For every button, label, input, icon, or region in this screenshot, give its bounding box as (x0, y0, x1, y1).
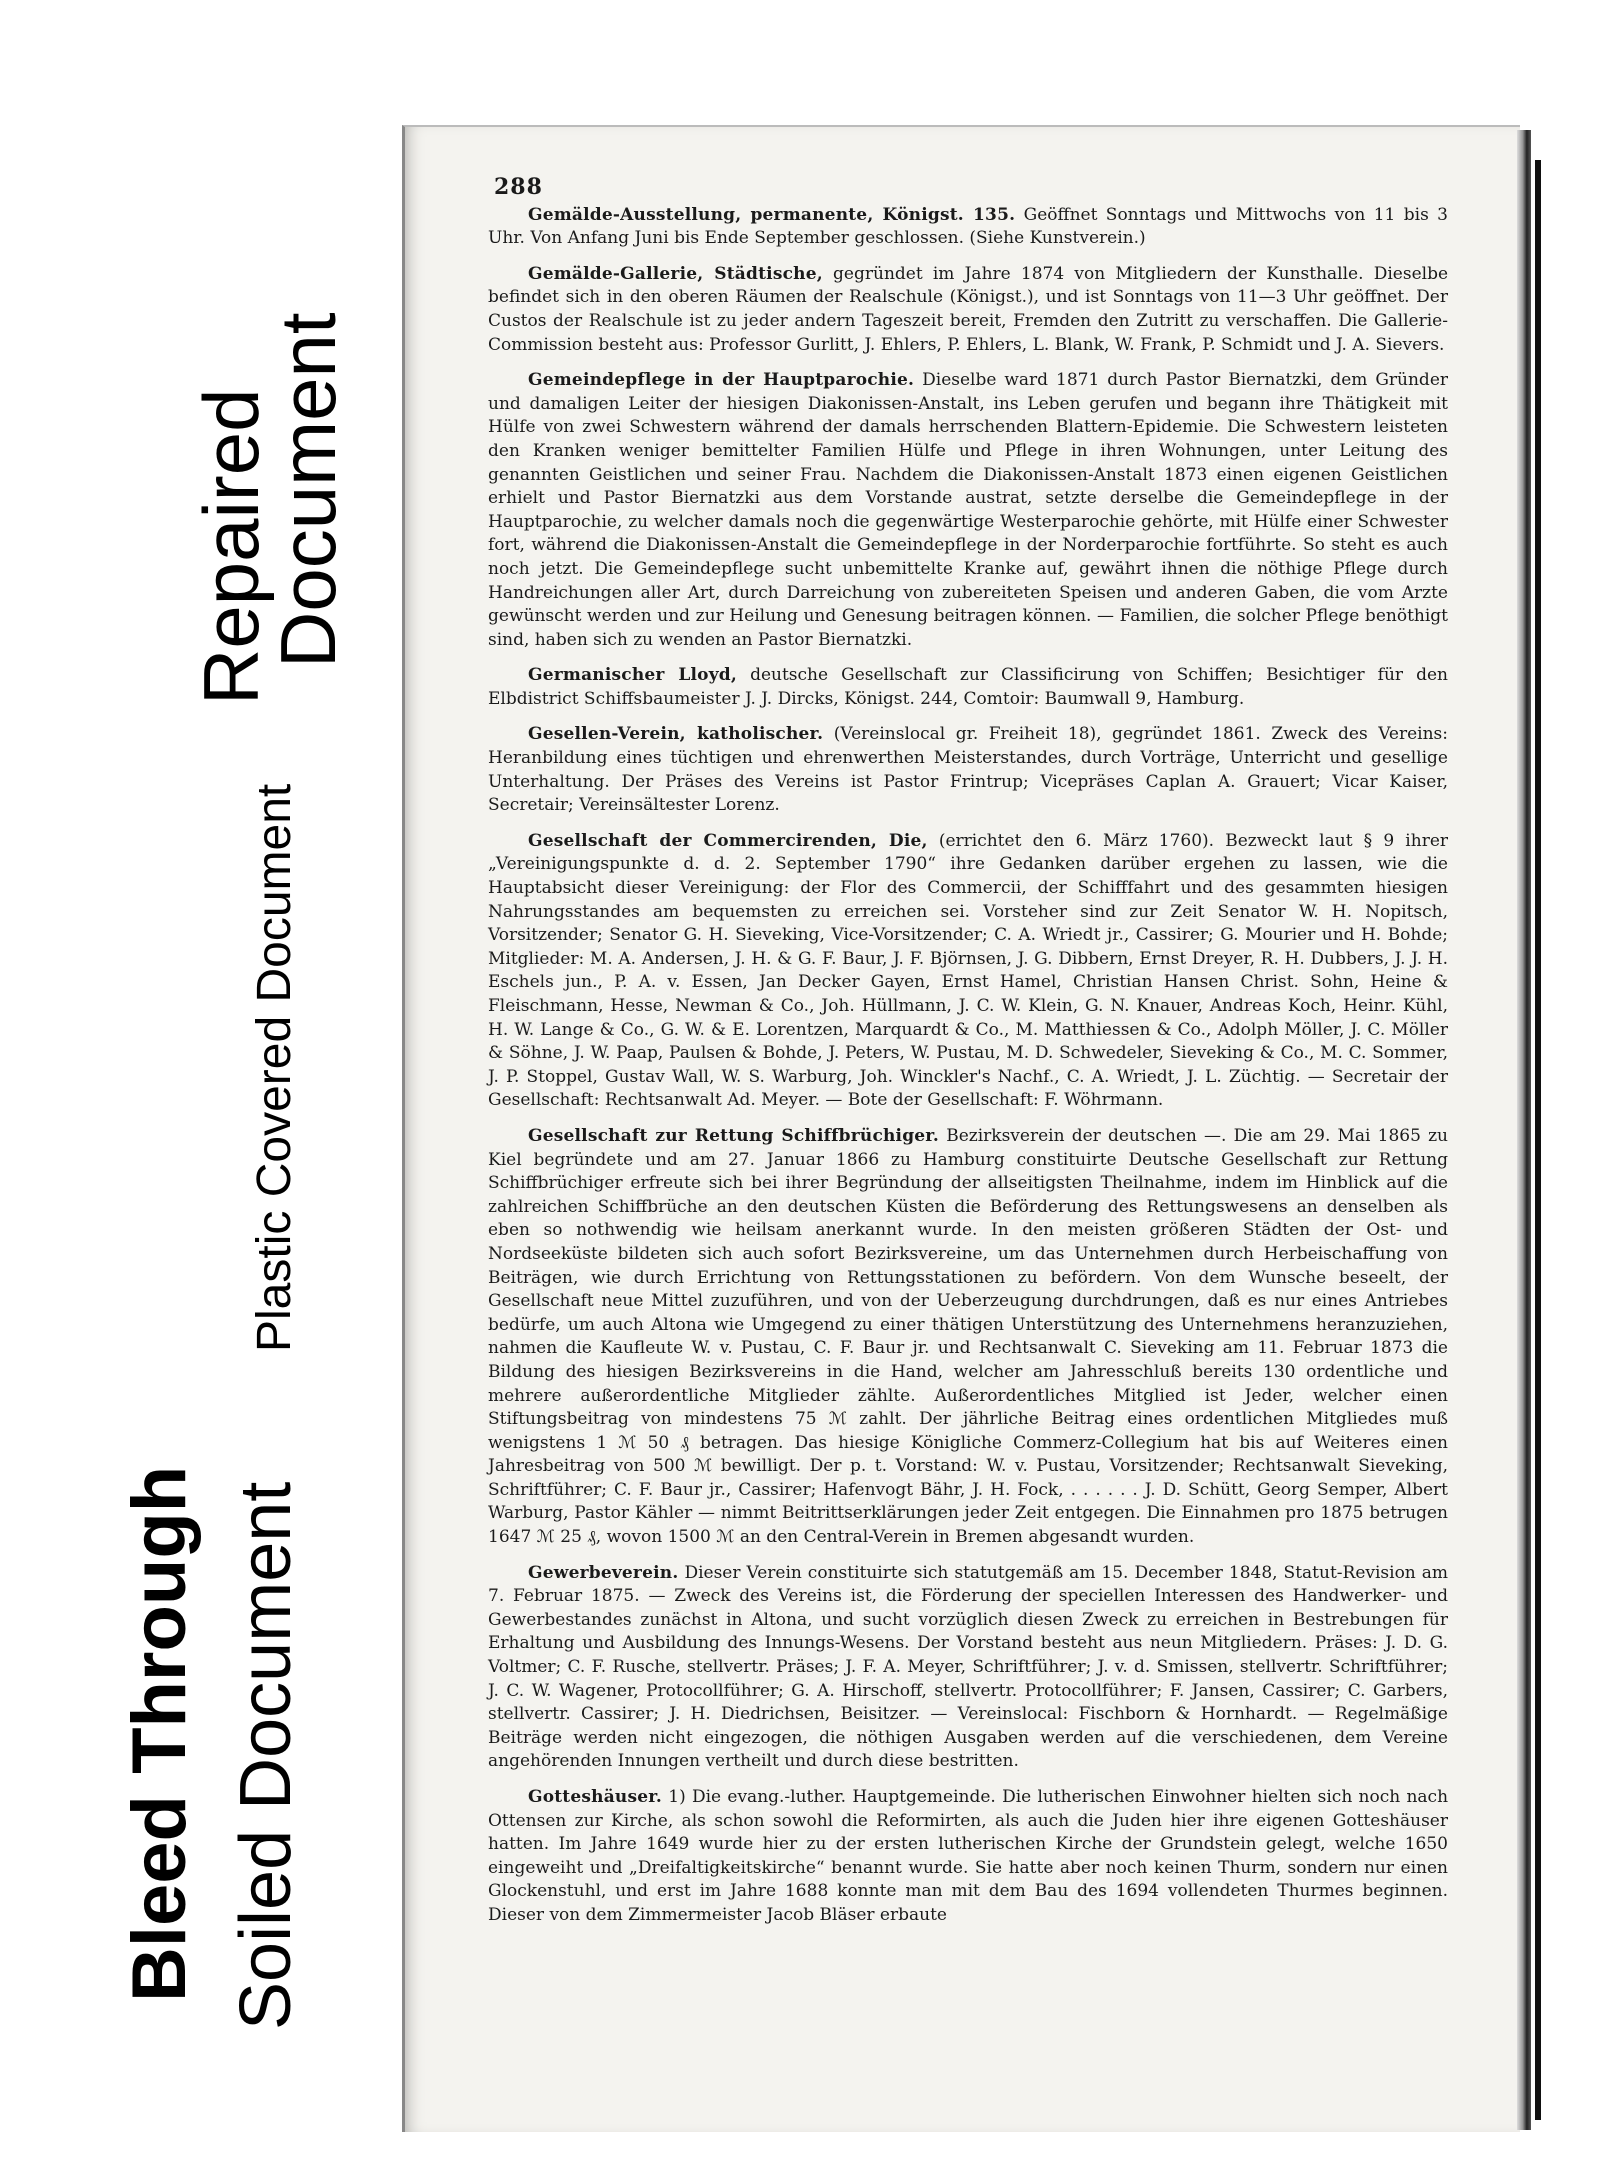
entry-gesellen-verein (488, 723, 1448, 817)
entry-rettung-schiffbruechiger (488, 1125, 1448, 1550)
entry-text: gegründet im Jahre 1874 von Mitgliedern der Kunsthalle. Dieselbe befindet sich in den oberen Räumen der Realschule (Königst.), und ist Sonntags von 11—3 Uhr geöffnet. Der Custos der Realschule ist zu jeder andern Tageszeit bereit, Fremden den Zutritt zu verschaffen. Die Gallerie-Commission besteht aus: Professor Gurlitt, J. Ehlers, P. Ehlers, L. Blank, W. Frank, P. Schmidt und J. A. Sievers. (488, 263, 1449, 355)
entry-heading: Gemälde-Gallerie, Städtische, (528, 263, 823, 284)
entry-gewerbeverein (488, 1562, 1448, 1774)
page-content (488, 176, 1448, 1928)
entry-gotteshaeuser (488, 1786, 1448, 1928)
entry-text: Bezirksverein der deutschen —. Die am 29. Mai 1865 zu Kiel begründete und am 27. Januar 1866 zu Hamburg constituirte Deutsche Gesellschaft zur Rettung Schiffbrüchiger erfreute sich bei ihrer Begründung der allseitigsten Theilnahme, indem im Hinblick auf die zahlreichen Schiffbrüche an den deutschen Küsten die Beförderung des Rettungswesens an denselben als eben so nothwendig wie heilsam anerkannt wurde. In den meisten größeren Städten der Ost- und Nordseeküste bildeten sich auch sofort Bezirksvereine, um das Unternehmen durch Herbeischaffung von Beiträgen, wie durch Errichtung von Rettungsstationen zu befördern. Von dem Wunsche beseelt, der Gesellschaft neue Mittel zuzuführen, und von der Ueberzeugung durchdrungen, daß es nur eines Antriebes bedürfe, um auch Altona wie Umgegend zu einer thätigen Unterstützung des Unternehmens heranzuziehen, nahmen die Kaufleute W. v. Pustau, C. F. Baur jr. und Rechtsanwalt C. Sieveking am 11. Februar 1873 die Bildung des hiesigen Bezirksvereins in die Hand, welcher am Jahresschluß bereits 130 ordentliche und mehrere außerordentliche Mitglieder zählte. Außerordentliches Mitglied ist Jeder, welcher einen Stiftungsbeitrag von mindestens 75 ℳ zahlt. Der jährliche Beitrag eines ordentlichen Mitgliedes muß wenigstens 1 ℳ 50 ₰ betragen. Das hiesige Königliche Commerz-Collegium hat bis auf Weiteres einen Jahresbeitrag von 500 ℳ bewilligt. Der p. t. Vorstand: W. v. Pustau, Vorsitzender; Rechtsanwalt Sieveking, Schriftführer; C. F. Baur jr., Cassirer; Hafenvogt Bähr, J. H. Fock, . . . . . . J. D. Schütt, Georg Semper, Albert Warburg, Pastor Kähler — nimmt Beitrittserklärungen jeder Zeit entgegen. Die Einnahmen pro 1875 betrugen 1647 ℳ 25 ₰, wovon 1500 ℳ an den Central-Verein in Bremen abgesandt wurden. (488, 1125, 1448, 1548)
entry-heading: Gotteshäuser. (528, 1787, 662, 1807)
entry-heading: Gemeindepflege in der Hauptparochie. (528, 370, 915, 391)
stamp-soiled-document: Soiled Document (226, 1481, 306, 2030)
entry-text: (errichtet den 6. März 1760). Bezweckt laut § 9 ihrer „Vereinigungspunkte d. d. 2. September 1790“ ihre Gedanken darüber ergehen zu lassen, wie die Hauptabsicht dieser Vereinigung: der Flor des Commercii, der Schifffahrt und des gesammten hiesigen Nahrungsstandes am bequemsten zu erreichen sei. Vorsteher sind zur Zeit Senator W. H. Nopitsch, Vorsitzender; Senator G. H. Sieveking, Vice-Vorsitzender; C. A. Wriedt jr., Cassirer; G. Mourier und H. Bohde; Mitglieder: M. A. Andersen, J. H. & G. F. Baur, J. F. Björnsen, J. G. Dibbern, Ernst Dreyer, R. H. Dubbers, J. J. H. Eschels jun., P. A. v. Essen, Jan Decker Gayen, Ernst Hamel, Christian Hansen Christ. Sohn, Heine & Fleischmann, Hesse, Newman & Co., Joh. Hüllmann, J. C. W. Klein, G. N. Knauer, Andreas Koch, Heinr. Kühl, H. W. Lange & Co., G. W. & E. Lorentzen, Marquardt & Co., M. Matthiessen & Co., Adolph Möller, J. C. Möller & Söhne, J. W. Paap, Paulsen & Bohde, J. Peters, W. Pustau, M. D. Schwedeler, Sieveking & Co., M. C. Sommer, J. P. Stoppel, Gustav Wall, W. S. Warburg, Joh. Winckler's Nachf., C. A. Wriedt, J. L. Züchtig. — Secretair der Gesellschaft: Rechtsanwalt Ad. Meyer. — Bote der Gesellschaft: F. Wöhrmann. (488, 830, 1449, 1111)
stamp-bleed-through: Bleed Through (117, 1465, 202, 2002)
entry-text: Dieselbe ward 1871 durch Pastor Biernatzki, dem Gründer und damaligen Leiter der hiesigen Diakonissen-Anstalt, ins Leben gerufen und begann ihre Thätigkeit mit Hülfe von zwei Schwestern während der damals herrschenden Blattern-Epidemie. Die Schwestern leisteten den Kranken weniger bemittelter Familien Hülfe und Pflege in ihren Wohnungen, unter Leitung des genannten Geistlichen und seiner Frau. Nachdem die Diakonissen-Anstalt 1873 einen eigenen Geistlichen erhielt und Pastor Biernatzki aus dem Vorstande austrat, setzte derselbe die Gemeindepflege in der Hauptparochie, zu welcher damals noch die gegenwärtige Westerparochie gehörte, mit Hülfe einer Schwester fort, während die Diakonissen-Anstalt die Gemeindepflege in der Norderparochie fortführte. So steht es auch noch jetzt. Die Gemeindepflege sucht unbemittelte Kranke auf, gewährt ihnen die nöthige Pflege durch Handreichungen aller Art, durch Darreichung von zubereiteten Speisen und anderen Gaben, die vom Arzte gewünscht werden und zur Heilung und Genesung beitragen können. — Familien, die solcher Pflege benöthigt sind, haben sich zu wenden an Pastor Biernatzki. (488, 370, 1449, 650)
entry-heading: Gewerbeverein. (528, 1562, 679, 1583)
stamp-plastic-covered: Plastic Covered Document (248, 783, 301, 1352)
entry-gesellschaft-commercirenden (488, 830, 1448, 1113)
entry-text: deutsche Gesellschaft zur Classificirung von Schiffen; Besichtiger für den Elbdistrict Schiffsbaumeister J. J. Dircks, Königst. 244, Comtoir: Baumwall 9, Hamburg. (488, 665, 1448, 709)
entry-text: Geöffnet Sonntags und Mittwochs von 11 bis 3 Uhr. Von Anfang Juni bis Ende September geschlossen. (Siehe Kunstverein.) (488, 204, 1448, 249)
entry-gemaelde-gallerie (488, 263, 1448, 357)
stamp-document: Document (264, 312, 352, 668)
page-number: 288 (494, 174, 543, 200)
entry-heading: Gemälde-Ausstellung, permanente, Königst. 135. (528, 204, 1016, 225)
entry-heading: Germanischer Lloyd, (528, 665, 737, 686)
entry-heading: Gesellschaft zur Rettung Schiffbrüchiger. (528, 1125, 940, 1146)
entry-gemeindepflege (488, 369, 1448, 652)
entry-heading: Gesellschaft der Commercirenden, Die, (528, 830, 928, 851)
entry-text: Dieser Verein constituirte sich statutgemäß am 15. December 1848, Statut-Revision am 7. Februar 1875. — Zweck des Vereins ist, die Förderung der speciellen Interessen des Handwerker- und Gewerbestandes zunächst in Altona, und sucht vorzüglich diesen Zweck zu erreichen in Bestrebungen für Erhaltung und Ausbildung des Innungs-Wesens. Der Vorstand besteht aus neun Mitgliedern. Präses: J. D. G. Voltmer; C. F. Rusche, stellvertr. Präses; J. F. A. Meyer, Schriftführer; J. v. d. Smissen, stellvertr. Schriftführer; J. C. W. Wagener, Protocollführer; G. A. Hirschoff, stellvertr. Protocollführer; F. Jansen, Cassirer; C. Garbers, stellvertr. Cassirer; J. H. Diedrichsen, Beisitzer. — Vereinslocal: Fischborn & Hornhardt. — Regelmäßige Beiträge werden nicht eingezogen, die nöthigen Ausgaben werden auf die verschiedenen, dem Vereine angehörenden Innungen vertheilt und durch diese bestritten. (488, 1562, 1448, 1772)
entry-text: (Vereinslocal gr. Freiheit 18), gegründet 1861. Zweck des Vereins: Heranbildung eines tüchtigen und ehrenwerthen Meisterstandes, durch Vorträge, Unterricht und gesellige Unterhaltung. Der Präses des Vereins ist Pastor Frintrup; Vicepräses Caplan A. Grauert; Vicar Kaiser, Secretair; Vereinsältester Lorenz. (488, 724, 1448, 816)
stamp-repaired: Repaired (187, 388, 275, 705)
entry-gemaelde-ausstellung (488, 204, 1448, 251)
entry-heading: Gesellen-Verein, katholischer. (528, 724, 824, 745)
entry-text: 1) Die evang.-luther. Hauptgemeinde. Die lutherischen Einwohner hielten sich noch nach Ottensen zur Kirche, als schon sowohl die Reformirten, als auch die Juden hier ihre eigenen Gotteshäuser hatten. Im Jahre 1649 wurde hier zu der ersten lutherischen Kirche der Grundstein gelegt, welche 1650 eingeweiht und „Dreifaltigkeitskirche“ benannt wurde. Sie hatte aber noch keinen Thurm, sondern nur einen Glockenstuhl, und erst im Jahre 1688 konnte man mit dem Bau des 1694 vollendeten Thurmes beginnen. Dieser von dem Zimmermeister Jacob Bläser erbaute (488, 1787, 1449, 1925)
entry-germanischer-lloyd (488, 664, 1448, 711)
page-right-edge (1517, 130, 1531, 2130)
page-binding-bar (1535, 160, 1541, 2120)
